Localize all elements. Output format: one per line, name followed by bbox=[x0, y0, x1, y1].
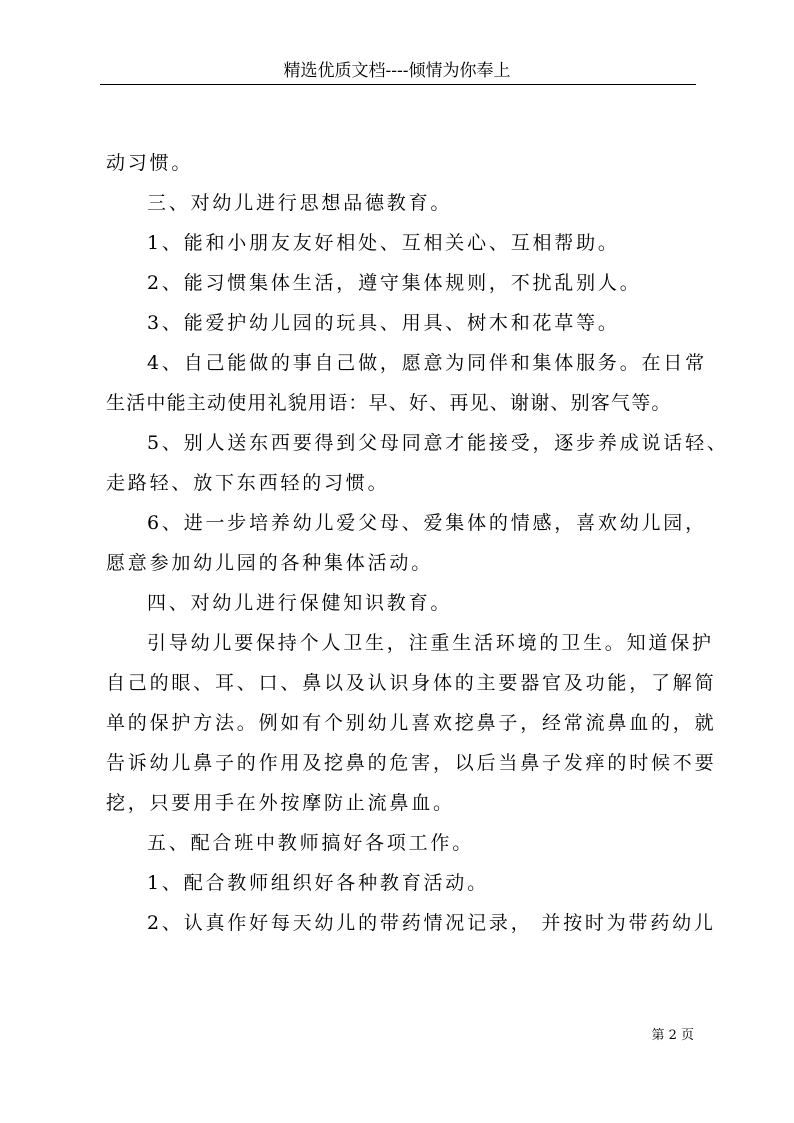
list-item: 6、进一步培养幼儿爱父母、爱集体的情感，喜欢幼儿园， bbox=[147, 512, 707, 534]
paragraph-line: 自己的眼、耳、口、鼻以及认识身体的主要器官及功能，了解简 bbox=[106, 672, 717, 694]
page-number: 第 2 页 bbox=[651, 1028, 694, 1043]
page-header-title: 精选优质文档----倾情为你奉上 bbox=[283, 61, 511, 81]
list-item: 1、配合教师组织好各种教育活动。 bbox=[147, 872, 489, 894]
paragraph-line: 生活中能主动使用礼貌用语：早、好、再见、谢谢、别客气等。 bbox=[106, 392, 672, 414]
list-item: 2、认真作好每天幼儿的带药情况记录， 并按时为带药幼儿 bbox=[147, 912, 716, 934]
list-item: 3、能爱护幼儿园的玩具、用具、树木和花草等。 bbox=[147, 312, 620, 334]
paragraph-line: 挖，只要用手在外按摩防止流鼻血。 bbox=[106, 792, 455, 814]
list-item: 5、别人送东西要得到父母同意才能接受，逐步养成说话轻、 bbox=[147, 432, 729, 454]
section-heading: 五、配合班中教师搞好各项工作。 bbox=[147, 832, 475, 854]
document-body bbox=[106, 143, 729, 943]
paragraph-line: 引导幼儿要保持个人卫生，注重生活环境的卫生。知道保护 bbox=[147, 632, 714, 654]
list-item: 1、能和小朋友友好相处、互相关心、互相帮助。 bbox=[147, 232, 620, 254]
paragraph-line: 告诉幼儿鼻子的作用及挖鼻的危害，以后当鼻子发痒的时候不要 bbox=[106, 752, 717, 774]
paragraph-line: 愿意参加幼儿园的各种集体活动。 bbox=[106, 552, 434, 574]
section-heading: 四、对幼儿进行保健知识教育。 bbox=[147, 592, 453, 614]
paragraph-line: 走路轻、放下东西轻的习惯。 bbox=[106, 472, 390, 494]
paragraph-line: 单的保护方法。例如有个别幼儿喜欢挖鼻子，经常流鼻血的，就 bbox=[106, 712, 717, 734]
section-heading: 三、对幼儿进行思想品德教育。 bbox=[147, 192, 453, 214]
list-item: 2、能习惯集体生活，遵守集体规则，不扰乱别人。 bbox=[147, 272, 642, 294]
list-item: 4、自己能做的事自己做，愿意为同伴和集体服务。在日常 bbox=[147, 352, 707, 374]
paragraph-line: 动习惯。 bbox=[106, 152, 194, 174]
header-divider bbox=[100, 84, 696, 85]
